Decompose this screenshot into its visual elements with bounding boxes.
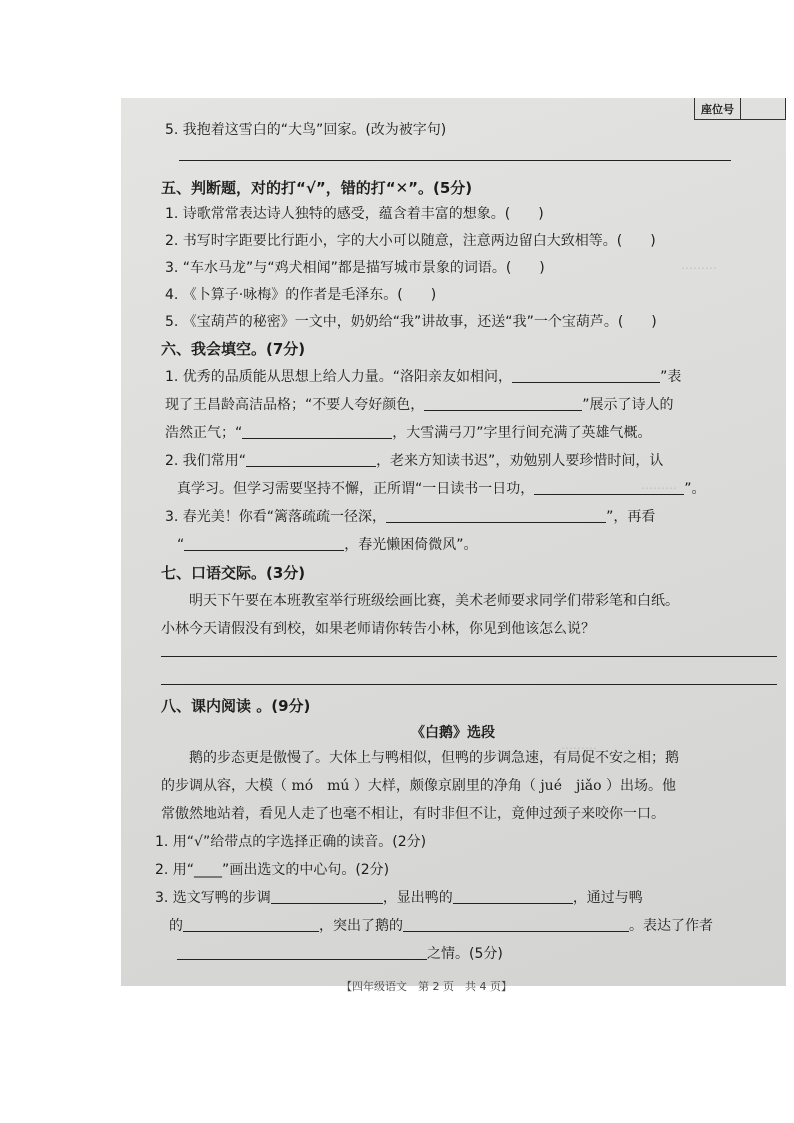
reading-question-2: 2. 用“____”画出选文的中心句。(2分) [155, 862, 390, 878]
text: 3. 选文写鸭的步调 [155, 890, 271, 906]
fill-line-5 [177, 479, 706, 499]
text: ”，再看 [606, 509, 656, 525]
text: 之情。(5分) [427, 946, 503, 962]
answer-blank[interactable] [424, 396, 582, 411]
reading-question-3-line-1 [155, 888, 643, 908]
text: 2. 我们常用“ [165, 453, 247, 469]
text: 1. 优秀的品质能从思想上给人力量。“洛阳亲友如相问， [165, 369, 513, 385]
bleed-through-mark: ……… [641, 478, 677, 492]
text: 浩然正气；“ [165, 425, 243, 441]
answer-blank[interactable] [184, 536, 344, 551]
answer-blank[interactable] [242, 424, 392, 439]
fill-line-3 [165, 423, 652, 443]
text: 。表达了作者 [629, 918, 713, 934]
fill-line-2 [165, 395, 674, 415]
judge-item-4: 4. 《卜算子·咏梅》的作者是毛泽东。( ) [165, 287, 437, 303]
bleed-through-mark: ……… [561, 738, 597, 752]
seat-number-label: 座位号 [695, 98, 741, 119]
text: ，突出了鹅的 [319, 918, 403, 934]
bleed-through-mark: ……… [681, 258, 717, 272]
text: ”。 [684, 481, 706, 497]
text: ，显出鸭的 [382, 890, 453, 906]
section-6-heading: 六、我会填空。(7分) [161, 340, 306, 358]
question-rewrite-passive: 5. 我抱着这雪白的“大鸟”回家。(改为被字句) [165, 122, 447, 138]
fill-line-4 [165, 451, 663, 471]
text: ”展示了诗人的 [582, 397, 674, 413]
answer-line [161, 656, 777, 657]
fill-line-6 [165, 507, 655, 527]
judge-item-2: 2. 书写时字距要比行距小，字的大小可以随意，注意两边留白大致相等。( ) [165, 233, 656, 249]
passage-line-1: 鹅的步态更是傲慢了。大体上与鸭相似，但鸭的步调急速，有局促不安之相；鹅 [189, 750, 679, 766]
fill-line-7 [177, 535, 478, 555]
passage-title: 《白鹅》选段 [411, 725, 495, 741]
text: ”表 [660, 369, 682, 385]
answer-blank[interactable] [177, 945, 427, 960]
text: ，春光懒困倚微风”。 [344, 537, 478, 553]
reading-question-3-line-2 [169, 916, 713, 936]
reading-question-1: 1. 用“√”给带点的字选择正确的读音。(2分) [155, 834, 427, 850]
section-8-heading: 八、课内阅读 。(9分) [161, 697, 311, 715]
section-7-heading: 七、口语交际。(3分) [161, 564, 306, 582]
answer-blank[interactable] [271, 889, 383, 904]
judge-item-3: 3. “车水马龙”与“鸡犬相闻”都是描写城市景象的词语。( ) [165, 260, 545, 276]
answer-line [161, 684, 777, 685]
text: 现了王昌龄高洁品格；“不要人夸好颜色， [165, 397, 425, 413]
answer-blank[interactable] [453, 889, 573, 904]
seat-number-cell [741, 98, 786, 119]
answer-line [179, 160, 731, 161]
text: ，通过与鸭 [572, 890, 643, 906]
passage-line-3: 常傲然地站着，看见人走了也毫不相让，有时非但不让，竟伸过颈子来咬你一口。 [161, 806, 665, 822]
oral-prompt-line-2: 小林今天请假没有到校，如果老师请你转告小林，你见到他该怎么说？ [161, 621, 595, 637]
text: 3. 春光美！你看“篱落疏疏一径深， [165, 509, 387, 525]
answer-blank[interactable] [246, 452, 376, 467]
answer-blank[interactable] [386, 508, 606, 523]
passage-line-2: 的步调从容，大模（ mó mú ）大样，颇像京剧里的净角（ jué jiǎo ）出场。他 [161, 778, 677, 794]
text: 的 [169, 918, 183, 934]
text: 真学习。但学习需要坚持不懈，正所谓“一日读书一日功， [177, 481, 535, 497]
answer-blank[interactable] [403, 917, 629, 932]
text: ，大雪满弓刀”字里行间充满了英雄气概。 [392, 425, 652, 441]
scanned-exam-page [121, 98, 786, 993]
fill-line-1 [165, 367, 681, 387]
oral-prompt-line-1: 明天下午要在本班教室举行班级绘画比赛，美术老师要求同学们带彩笔和白纸。 [189, 593, 679, 609]
answer-blank[interactable] [512, 368, 660, 383]
judge-item-1: 1. 诗歌常常表达诗人独特的感受，蕴含着丰富的想象。( ) [165, 206, 544, 222]
text: “ [177, 537, 185, 553]
page-footer: 【四年级语文 第 2 页 共 4 页】 [341, 980, 512, 993]
seat-number-box [694, 98, 786, 120]
answer-blank[interactable] [534, 480, 684, 495]
judge-item-5: 5. 《宝葫芦的秘密》一文中，奶奶给“我”讲故事，还送“我”一个宝葫芦。( ) [165, 314, 657, 330]
answer-blank[interactable] [183, 917, 319, 932]
text: ，老来方知读书迟”，劝勉别人要珍惜时间，认 [376, 453, 664, 469]
section-5-heading: 五、判断题，对的打“√”，错的打“✕”。(5分) [161, 179, 473, 197]
reading-question-3-line-3 [177, 944, 503, 964]
